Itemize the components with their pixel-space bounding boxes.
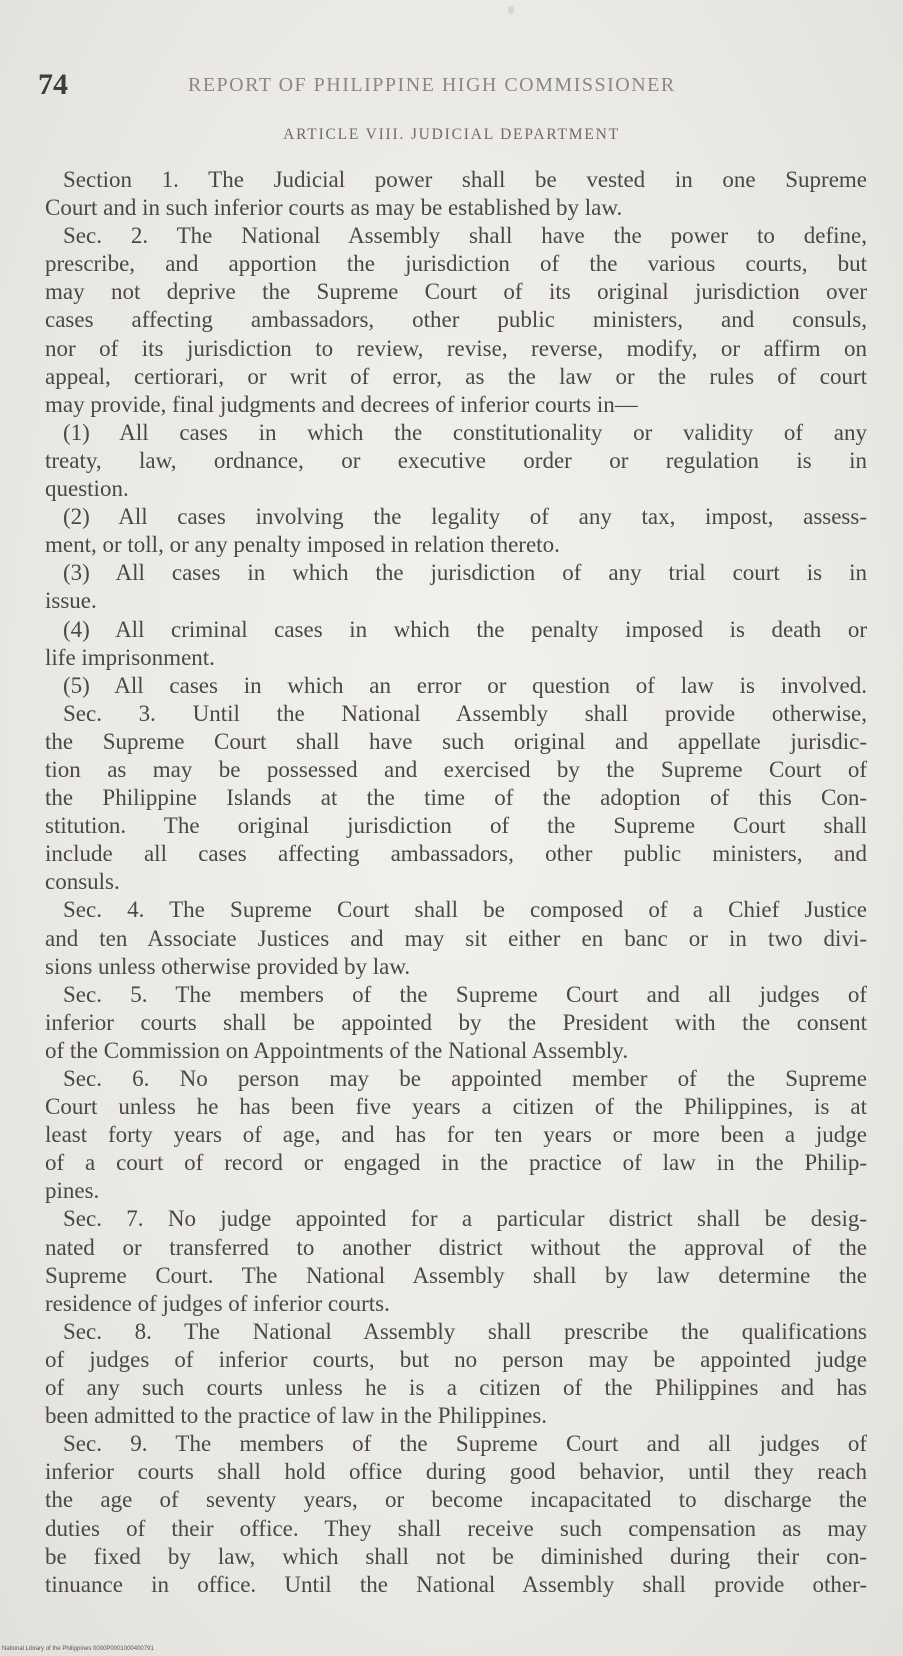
text-line: Sec. 5. The members of the Supreme Court and all judges of [63,981,867,1007]
text-line: Sec. 8. The National Assembly shall prescribe the qualifications [63,1318,867,1344]
article-title: ARTICLE VIII. JUDICIAL DEPARTMENT [283,126,620,143]
text-line: (1) All cases in which the constitutionality or validity of any [63,419,867,445]
text-line: prescribe, and apportion the jurisdiction of the various courts, but [45,251,867,277]
text-line: be fixed by law, which shall not be diminished during their con- [45,1543,867,1569]
scan-footer: National Library of the Philippines 0000P0001000400791 [2,1646,154,1652]
text-line: life imprisonment. [45,644,215,670]
text-line: inferior courts shall be appointed by the President with the consent [45,1009,867,1035]
text-line: of judges of inferior courts, but no person may be appointed judge [45,1346,867,1372]
text-line: sions unless otherwise provided by law. [45,953,411,979]
text-line: may provide, final judgments and decrees of inferior courts in— [45,391,638,417]
text-line: Sec. 6. No person may be appointed member of the Supreme [63,1066,867,1091]
scan-speck [508,6,514,14]
text-line: of a court of record or engaged in the practice of law in the Philip- [45,1150,867,1176]
text-line: inferior courts shall hold office during good behavior, until they reach [45,1459,867,1485]
text-line: of any such courts unless he is a citizen of the Philippines and has [45,1375,867,1401]
text-line: treaty, law, ordnance, or executive order or regulation is in [45,447,867,473]
text-line: Sec. 7. No judge appointed for a particular district shall be desig- [63,1206,867,1232]
text-line: Sec. 9. The members of the Supreme Court and all judges of [63,1431,867,1457]
text-line: pines. [45,1178,100,1204]
text-line: question. [45,476,129,502]
text-line: and ten Associate Justices and may sit either en banc or in two divi- [45,925,867,951]
text-line: Sec. 2. The National Assembly shall have the power to define, [63,223,867,249]
text-line: nated or transferred to another district without the approval of the [45,1234,867,1260]
text-line: issue. [45,588,97,614]
text-line: cases affecting ambassadors, other public ministers, and consuls, [45,307,867,333]
running-head: REPORT OF PHILIPPINE HIGH COMMISSIONER [188,74,676,96]
text-line: consuls. [45,869,120,895]
text-line: Section 1. The Judicial power shall be vested in one Supreme [63,167,867,192]
text-line: of the Commission on Appointments of the National Assembly. [45,1037,629,1063]
text-line: include all cases affecting ambassadors, other public ministers, and [45,841,867,867]
text-line: (3) All cases in which the jurisdiction of any trial court is in [63,560,867,586]
text-line: the Philippine Islands at the time of the adoption of this Con- [45,785,867,811]
document-body [45,166,867,1599]
text-line: duties of their office. They shall receive such compensation as may [45,1515,867,1541]
text-line: residence of judges of inferior courts. [45,1290,390,1316]
text-line: stitution. The original jurisdiction of the Supreme Court shall [45,813,867,839]
text-line: the age of seventy years, or become incapacitated to discharge the [45,1487,867,1513]
text-line: Sec. 4. The Supreme Court shall be composed of a Chief Justice [63,897,867,923]
text-line: (4) All criminal cases in which the penalty imposed is death or [63,616,867,642]
text-line: nor of its jurisdiction to review, revise, reverse, modify, or affirm on [45,335,867,361]
text-line: Sec. 3. Until the National Assembly shall provide otherwise, [63,700,867,726]
text-line: ment, or toll, or any penalty imposed in relation thereto. [45,532,560,558]
text-line: tinuance in office. Until the National Assembly shall provide other- [45,1571,867,1597]
text-line: (5) All cases in which an error or question of law is involved. [63,672,867,698]
text-line: Supreme Court. The National Assembly shall by law determine the [45,1262,867,1288]
text-line: Court unless he has been five years a citizen of the Philippines, is at [45,1094,867,1120]
text-line: the Supreme Court shall have such original and appellate jurisdic- [45,728,867,754]
text-line: appeal, certiorari, or writ of error, as the law or the rules of court [45,363,867,389]
text-line: may not deprive the Supreme Court of its original jurisdiction over [45,279,867,305]
text-line: tion as may be possessed and exercised by the Supreme Court of [45,756,867,782]
page-number: 74 [38,68,68,101]
text-line: Court and in such inferior courts as may be established by law. [45,195,623,221]
text-line: been admitted to the practice of law in the Philippines. [45,1403,548,1429]
text-line: least forty years of age, and has for ten years or more been a judge [45,1122,867,1148]
text-line: (2) All cases involving the legality of any tax, impost, assess- [63,504,867,530]
page-header [38,66,868,106]
